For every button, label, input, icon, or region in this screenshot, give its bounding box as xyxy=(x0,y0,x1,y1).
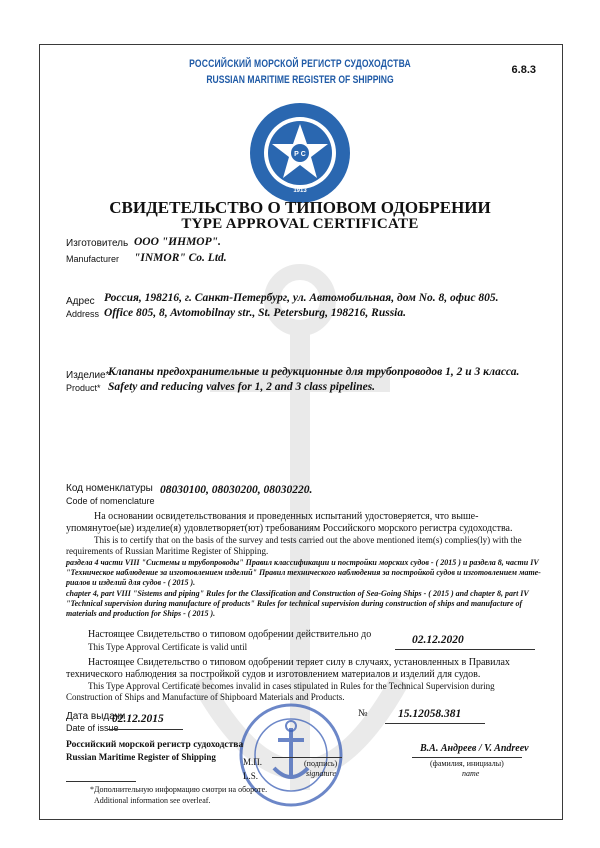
address-value-ru: Россия, 198216, г. Санкт-Петербург, ул. Автомобильная, дом No. 8, офис 805. xyxy=(104,292,499,304)
signature-label-ru: (подпись) xyxy=(304,759,338,768)
name-label-ru: (фамилия, инициалы) xyxy=(430,759,504,768)
rules-ru-line2: "Техническое наблюдение за изготовлением изделий" Правил технического наблюдения за постройкой судов и изготовлением мате- xyxy=(66,568,541,577)
footnote-en: Additional information see overleaf. xyxy=(94,796,211,805)
issue-date-label-en: Date of issue xyxy=(66,723,119,733)
form-code: 6.8.3 xyxy=(511,64,536,76)
product-label-ru: Изделие* xyxy=(66,370,110,381)
product-label-en: Product* xyxy=(66,383,101,393)
issue-date-label-ru: Дата выдачи xyxy=(66,711,126,722)
product-value-ru: Клапаны предохранительные и редукционные для трубопроводов 1, 2 и 3 класса. xyxy=(108,366,520,378)
valid-until-date: 02.12.2020 xyxy=(412,634,464,646)
signature-org-ru: Российский морской регистр судоходства xyxy=(66,740,244,750)
address-value-en: Office 805, 8, Avtomobilnay str., St. Petersburg, 198216, Russia. xyxy=(104,307,406,319)
validity-label-en: This Type Approval Certificate is valid until xyxy=(88,642,248,652)
basis-ru-line2: упомянутое(ые) изделие(я) удовлетворяет(ют) требованиям Российского морского регистра судоходства. xyxy=(66,523,513,534)
manufacturer-label-en: Manufacturer xyxy=(66,254,120,264)
footnote-rule xyxy=(66,781,136,782)
product-value-en: Safety and reducing valves for 1, 2 and 3 class pipelines. xyxy=(108,381,376,393)
rules-ru-line1: раздела 4 части VIII "Системы и трубопроводы" Правил классификации и постройки морских судов - ( 2015 ) и раздела 8, части IV xyxy=(66,558,539,567)
name-label-en: name xyxy=(462,769,480,778)
nomenclature-label-ru: Код номенклатуры xyxy=(66,483,153,494)
rules-en-line2: "Technical supervision during manufacture of products" Rules for technical supervision during construction of ships and manufacture of xyxy=(66,599,523,608)
manufacturer-value-ru: ООО "ИНМОР". xyxy=(134,236,221,248)
ls-label: L.S. xyxy=(243,771,259,781)
basis-en-line1: This is to certify that on the basis of the survey and tests carried out the above mentioned item(s) complies(ly) with the xyxy=(94,535,522,545)
invalidity-ru-line2: технического наблюдения за постройкой судов и изготовлением материалов и изделий для судов. xyxy=(66,669,481,680)
signature-line xyxy=(272,757,342,758)
number-underline xyxy=(385,723,485,724)
rules-ru-line3: риалов и изделий для судов - ( 2015 ). xyxy=(66,578,196,587)
issue-date: 02.12.2015 xyxy=(112,713,164,725)
address-label-en: Address xyxy=(66,309,100,319)
mp-label: М.П. xyxy=(243,757,263,767)
manufacturer-label-ru: Изготовитель xyxy=(66,238,129,249)
title-en: TYPE APPROVAL CERTIFICATE xyxy=(181,216,419,232)
issue-date-underline xyxy=(108,729,183,730)
number-sign: № xyxy=(358,708,368,719)
signer-name: В.А. Андреев / V. Andreev xyxy=(420,743,529,754)
header-org-en: RUSSIAN MARITIME REGISTER OF SHIPPING xyxy=(206,74,394,86)
invalidity-en-line2: Construction of Ships and Manufacture of Shipboard Materials and Products. xyxy=(66,692,345,702)
footnote-ru: *Дополнительную информацию смотри на обороте. xyxy=(90,785,268,794)
valid-until-underline xyxy=(395,649,535,650)
signature-label-en: signature xyxy=(306,769,336,778)
basis-ru-line1: На основании освидетельствования и проведенных испытаний удостоверяется, что выше- xyxy=(94,511,479,522)
logo-year: 1913 xyxy=(293,188,307,194)
address-label-ru: Адрес xyxy=(66,296,95,307)
certificate-number: 15.12058.381 xyxy=(398,708,462,720)
rules-en-line1: chapter 4, part VIII "Sistems and piping" Rules for the Classification and Construction of Sea-Going Ships - ( 2015 ) and chapter 8, part IV xyxy=(66,589,529,598)
logo-letters: Р С xyxy=(294,151,306,158)
nomenclature-label-en: Code of nomenclature xyxy=(66,496,155,506)
invalidity-en-line1: This Type Approval Certificate becomes invalid in cases stipulated in Rules for the Technical Supervision during xyxy=(88,681,495,691)
basis-en-line2: requirements of Russian Maritime Register of Shipping. xyxy=(66,546,269,556)
nomenclature-value: 08030100, 08030200, 08030220. xyxy=(160,484,313,496)
signer-underline xyxy=(412,757,522,758)
manufacturer-value-en: "INMOR" Co. Ltd. xyxy=(134,252,227,264)
rules-en-line3: materials and production for Ships - ( 2015 ). xyxy=(66,609,216,618)
header-org-ru: РОССИЙСКИЙ МОРСКОЙ РЕГИСТР СУДОХОДСТВА xyxy=(189,58,411,70)
signature-org-en: Russian Maritime Register of Shipping xyxy=(66,752,216,762)
validity-label-ru: Настоящее Свидетельство о типовом одобрении действительно до xyxy=(88,629,372,640)
register-logo xyxy=(247,100,353,206)
invalidity-ru-line1: Настоящее Свидетельство о типовом одобрении теряет силу в случаях, установленных в Правилах xyxy=(88,657,510,668)
title-ru: СВИДЕТЕЛЬСТВО О ТИПОВОМ ОДОБРЕНИИ xyxy=(109,198,491,217)
